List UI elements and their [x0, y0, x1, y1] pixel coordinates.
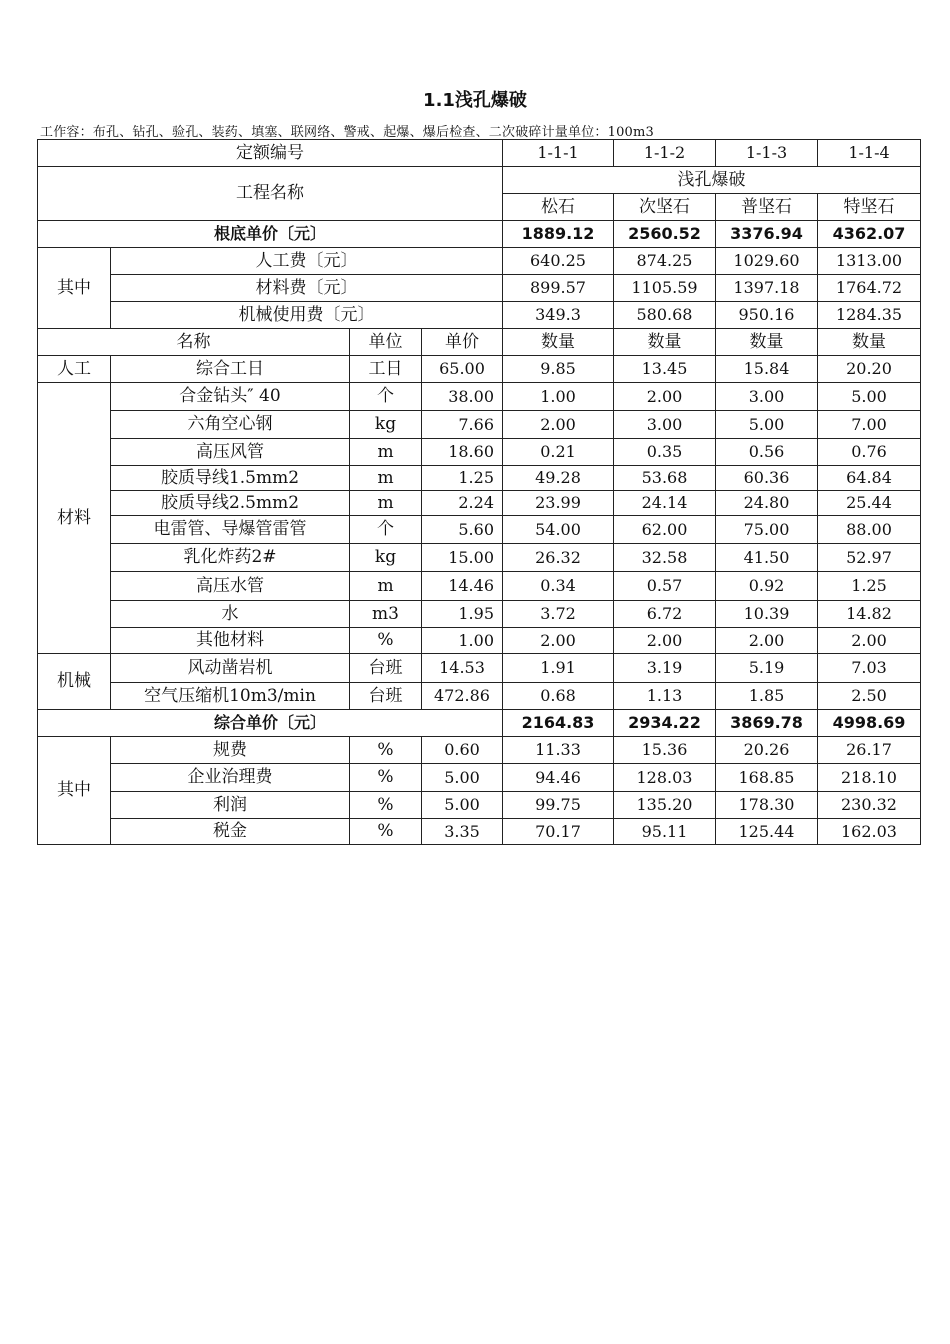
item-price: 15.00	[422, 544, 503, 572]
item-name: 胶质导线1.5mm2	[111, 466, 350, 491]
item-qty: 0.35	[614, 439, 716, 466]
fee-value: 20.26	[716, 737, 818, 764]
item-qty: 1.25	[818, 572, 921, 601]
rock-type: 松石	[503, 194, 614, 221]
work-content-line: 工作容：布孔、钻孔、验孔、装药、填塞、联网络、警戒、起爆、爆后检查、二次破碎计量单位：100m3	[40, 125, 655, 140]
item-rate: 5.00	[422, 764, 503, 792]
fee-value: 178.30	[716, 792, 818, 819]
table-row	[38, 683, 921, 710]
item-price: 14.46	[422, 572, 503, 601]
item-name: 利润	[111, 792, 350, 819]
item-price: 1.25	[422, 466, 503, 491]
rock-type: 普坚石	[716, 194, 818, 221]
base-price-label: 根底单价〔元〕	[38, 221, 503, 248]
item-rate: 5.00	[422, 792, 503, 819]
item-unit: 工日	[350, 356, 422, 383]
column-header-row	[38, 329, 921, 356]
table-row	[38, 628, 921, 654]
column-header-qty: 数量	[716, 329, 818, 356]
item-qty: 64.84	[818, 466, 921, 491]
item-qty: 3.00	[614, 411, 716, 439]
item-qty: 2.00	[503, 411, 614, 439]
item-unit: 个	[350, 516, 422, 544]
item-qty: 0.21	[503, 439, 614, 466]
item-qty: 32.58	[614, 544, 716, 572]
table-row	[38, 737, 921, 764]
item-qty: 3.00	[716, 383, 818, 411]
item-name: 高压风管	[111, 439, 350, 466]
item-qty: 1.85	[716, 683, 818, 710]
item-qty: 23.99	[503, 491, 614, 516]
cost-value: 1029.60	[716, 248, 818, 275]
table-row	[38, 764, 921, 792]
item-name: 合金钻头″ 40	[111, 383, 350, 411]
quota-number-label: 定额编号	[38, 140, 503, 167]
table-row	[38, 275, 921, 302]
item-name: 电雷管、导爆管雷管	[111, 516, 350, 544]
item-rate: 3.35	[422, 819, 503, 845]
item-name: 税金	[111, 819, 350, 845]
item-qty: 26.32	[503, 544, 614, 572]
item-unit: kg	[350, 411, 422, 439]
item-unit: %	[350, 764, 422, 792]
fee-value: 26.17	[818, 737, 921, 764]
column-header-name: 名称	[38, 329, 350, 356]
item-unit: %	[350, 628, 422, 654]
cost-value: 874.25	[614, 248, 716, 275]
fee-value: 218.10	[818, 764, 921, 792]
quota-number-row	[38, 140, 921, 167]
item-qty: 41.50	[716, 544, 818, 572]
item-name: 水	[111, 601, 350, 628]
item-qty: 20.20	[818, 356, 921, 383]
group-label: 其中	[38, 737, 111, 845]
table-row	[38, 819, 921, 845]
group-label: 机械	[38, 654, 111, 710]
fee-value: 135.20	[614, 792, 716, 819]
item-name: 高压水管	[111, 572, 350, 601]
item-qty: 24.80	[716, 491, 818, 516]
table-row	[38, 572, 921, 601]
column-header-qty: 数量	[614, 329, 716, 356]
item-qty: 13.45	[614, 356, 716, 383]
cost-value: 1105.59	[614, 275, 716, 302]
item-qty: 52.97	[818, 544, 921, 572]
quota-code: 1-1-1	[503, 140, 614, 167]
fee-value: 230.32	[818, 792, 921, 819]
item-price: 5.60	[422, 516, 503, 544]
item-qty: 0.68	[503, 683, 614, 710]
item-unit: m	[350, 466, 422, 491]
item-qty: 1.13	[614, 683, 716, 710]
base-price-row	[38, 221, 921, 248]
fee-value: 11.33	[503, 737, 614, 764]
item-price: 7.66	[422, 411, 503, 439]
fee-value: 99.75	[503, 792, 614, 819]
cost-item-label: 材料费〔元〕	[111, 275, 503, 302]
cost-value: 1284.35	[818, 302, 921, 329]
item-unit: 个	[350, 383, 422, 411]
item-qty: 14.82	[818, 601, 921, 628]
item-name: 六角空心钢	[111, 411, 350, 439]
item-price: 472.86	[422, 683, 503, 710]
table-row	[38, 601, 921, 628]
item-qty: 7.00	[818, 411, 921, 439]
item-qty: 5.19	[716, 654, 818, 683]
item-name: 综合工日	[111, 356, 350, 383]
rock-type: 次坚石	[614, 194, 716, 221]
item-qty: 0.76	[818, 439, 921, 466]
table-row	[38, 356, 921, 383]
project-name-label: 工程名称	[38, 167, 503, 221]
item-qty: 24.14	[614, 491, 716, 516]
item-unit: m	[350, 491, 422, 516]
item-unit: m	[350, 439, 422, 466]
item-qty: 2.00	[614, 628, 716, 654]
total-price-value: 2934.22	[614, 710, 716, 737]
page-title: 1.1浅孔爆破	[423, 90, 527, 111]
item-price: 38.00	[422, 383, 503, 411]
item-price: 14.53	[422, 654, 503, 683]
table-row	[38, 544, 921, 572]
project-name: 浅孔爆破	[503, 167, 921, 194]
item-qty: 2.00	[503, 628, 614, 654]
fee-value: 95.11	[614, 819, 716, 845]
item-name: 其他材料	[111, 628, 350, 654]
quota-code: 1-1-4	[818, 140, 921, 167]
item-unit: kg	[350, 544, 422, 572]
table-row	[38, 439, 921, 466]
table-row	[38, 654, 921, 683]
item-qty: 49.28	[503, 466, 614, 491]
item-qty: 62.00	[614, 516, 716, 544]
item-qty: 1.00	[503, 383, 614, 411]
item-qty: 75.00	[716, 516, 818, 544]
fee-value: 70.17	[503, 819, 614, 845]
item-qty: 3.19	[614, 654, 716, 683]
item-name: 企业治理费	[111, 764, 350, 792]
fee-value: 15.36	[614, 737, 716, 764]
item-unit: %	[350, 819, 422, 845]
item-price: 18.60	[422, 439, 503, 466]
total-price-value: 4998.69	[818, 710, 921, 737]
item-name: 胶质导线2.5mm2	[111, 491, 350, 516]
item-qty: 25.44	[818, 491, 921, 516]
table-row	[38, 248, 921, 275]
base-price-value: 4362.07	[818, 221, 921, 248]
item-qty: 10.39	[716, 601, 818, 628]
column-header-qty: 数量	[503, 329, 614, 356]
cost-value: 1313.00	[818, 248, 921, 275]
item-qty: 5.00	[818, 383, 921, 411]
item-price: 1.95	[422, 601, 503, 628]
fee-value: 168.85	[716, 764, 818, 792]
item-unit: %	[350, 737, 422, 764]
item-qty: 0.34	[503, 572, 614, 601]
item-qty: 6.72	[614, 601, 716, 628]
item-qty: 0.92	[716, 572, 818, 601]
item-name: 风动凿岩机	[111, 654, 350, 683]
group-label: 人工	[38, 356, 111, 383]
group-label: 材料	[38, 383, 111, 654]
cost-value: 640.25	[503, 248, 614, 275]
item-name: 乳化炸药2#	[111, 544, 350, 572]
item-rate: 0.60	[422, 737, 503, 764]
quota-table	[37, 139, 921, 845]
cost-item-label: 人工费〔元〕	[111, 248, 503, 275]
cost-value: 950.16	[716, 302, 818, 329]
item-qty: 0.57	[614, 572, 716, 601]
cost-item-label: 机械使用费〔元〕	[111, 302, 503, 329]
base-price-value: 3376.94	[716, 221, 818, 248]
item-qty: 53.68	[614, 466, 716, 491]
item-qty: 15.84	[716, 356, 818, 383]
item-unit: m	[350, 572, 422, 601]
fee-value: 128.03	[614, 764, 716, 792]
table-row	[38, 516, 921, 544]
base-price-value: 2560.52	[614, 221, 716, 248]
table-row	[38, 411, 921, 439]
item-qty: 9.85	[503, 356, 614, 383]
table-row	[38, 491, 921, 516]
cost-value: 1397.18	[716, 275, 818, 302]
item-qty: 1.91	[503, 654, 614, 683]
project-name-row	[38, 167, 921, 194]
column-header-unit: 单位	[350, 329, 422, 356]
total-price-row	[38, 710, 921, 737]
group-label: 其中	[38, 248, 111, 329]
quota-code: 1-1-3	[716, 140, 818, 167]
total-price-value: 3869.78	[716, 710, 818, 737]
item-price: 1.00	[422, 628, 503, 654]
rock-type: 特坚石	[818, 194, 921, 221]
item-price: 2.24	[422, 491, 503, 516]
table-row	[38, 383, 921, 411]
fee-value: 162.03	[818, 819, 921, 845]
fee-value: 94.46	[503, 764, 614, 792]
total-price-label: 综合单价〔元〕	[38, 710, 503, 737]
item-name: 空气压缩机10m3/min	[111, 683, 350, 710]
item-qty: 2.00	[716, 628, 818, 654]
item-qty: 3.72	[503, 601, 614, 628]
item-unit: %	[350, 792, 422, 819]
item-qty: 2.00	[614, 383, 716, 411]
item-qty: 2.50	[818, 683, 921, 710]
column-header-price: 单价	[422, 329, 503, 356]
item-qty: 5.00	[716, 411, 818, 439]
item-qty: 7.03	[818, 654, 921, 683]
table-row	[38, 466, 921, 491]
fee-value: 125.44	[716, 819, 818, 845]
item-name: 规费	[111, 737, 350, 764]
cost-value: 1764.72	[818, 275, 921, 302]
item-unit: 台班	[350, 654, 422, 683]
cost-value: 580.68	[614, 302, 716, 329]
base-price-value: 1889.12	[503, 221, 614, 248]
cost-value: 349.3	[503, 302, 614, 329]
item-qty: 60.36	[716, 466, 818, 491]
item-unit: 台班	[350, 683, 422, 710]
column-header-qty: 数量	[818, 329, 921, 356]
table-row	[38, 302, 921, 329]
quota-code: 1-1-2	[614, 140, 716, 167]
item-price: 65.00	[422, 356, 503, 383]
table-row	[38, 792, 921, 819]
total-price-value: 2164.83	[503, 710, 614, 737]
item-unit: m3	[350, 601, 422, 628]
item-qty: 54.00	[503, 516, 614, 544]
item-qty: 0.56	[716, 439, 818, 466]
item-qty: 88.00	[818, 516, 921, 544]
cost-value: 899.57	[503, 275, 614, 302]
item-qty: 2.00	[818, 628, 921, 654]
